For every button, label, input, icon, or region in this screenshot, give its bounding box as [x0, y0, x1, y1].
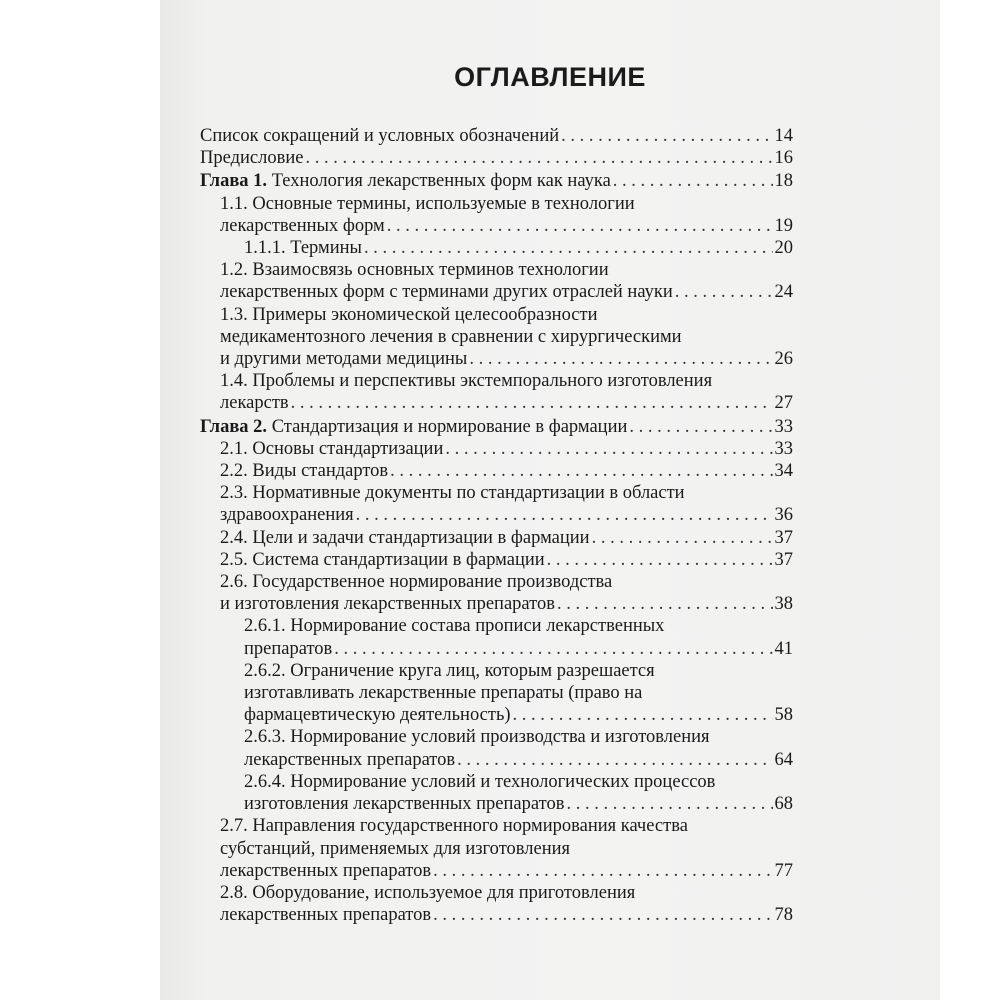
toc-entry-text [244, 749, 455, 771]
toc-entry [200, 237, 793, 259]
toc-entry-last-line [200, 416, 793, 438]
toc-entry-title: 2.2. Виды стандартов [220, 461, 389, 482]
toc-entry-title: и другими методами медицины [220, 349, 468, 370]
toc-entry [200, 527, 793, 549]
chapter-label: Глава 1. [200, 171, 268, 192]
leader-dots [387, 215, 773, 237]
page-number: 41 [774, 638, 793, 659]
page-number: 37 [774, 527, 793, 548]
leader-dots [613, 170, 773, 192]
toc-entry-text [220, 438, 443, 460]
toc-entry-title: Технология лекарственных форм как наука [267, 171, 611, 192]
leader-dots [305, 147, 772, 169]
toc-entry-text [220, 460, 388, 482]
toc-entry [200, 170, 793, 192]
toc-entry-title: лекарственных форм с терминами других отраслей науки [220, 282, 673, 303]
toc-entry-last-line [244, 793, 793, 815]
toc-entry-line: 1.1. Основные термины, используемые в технологии [220, 193, 635, 214]
toc-entry-last-line [220, 593, 793, 615]
toc-entry-text [244, 793, 564, 815]
page-title: ОГЛАВЛЕНИЕ [454, 62, 646, 92]
toc-entry-title: и изготовления лекарственных препаратов [220, 594, 555, 615]
toc-entry-line: 2.8. Оборудование, используемое для приготовления [220, 882, 636, 903]
page-number: 37 [774, 549, 793, 570]
toc-entry-line: 2.6.2. Ограничение круга лиц, которым разрешается [244, 660, 655, 681]
toc-entry-last-line [244, 704, 793, 726]
page-number: 64 [774, 749, 793, 770]
toc-entry-text [220, 527, 590, 549]
page-number: 33 [774, 416, 793, 437]
page-number: 33 [774, 438, 793, 459]
toc-entry-line: 2.6. Государственное нормирование производства [220, 572, 613, 593]
leader-dots [390, 460, 772, 482]
toc-entry [200, 815, 793, 882]
toc-entry-text [200, 125, 559, 147]
toc-entry [200, 304, 793, 371]
toc-entry-title: здравоохранения [220, 505, 354, 526]
toc-entry-text [220, 504, 354, 526]
page-number: 78 [774, 905, 793, 926]
toc-entry [200, 482, 793, 526]
toc-entry [200, 147, 793, 169]
toc-entry-title: Стандартизация и нормирование в фармации [267, 416, 628, 437]
toc-entry-text [220, 593, 555, 615]
toc-entry-last-line [220, 504, 793, 526]
leader-dots [675, 281, 773, 303]
toc-entry [200, 125, 793, 147]
page-number: 34 [774, 461, 793, 482]
leader-dots [557, 593, 773, 615]
toc-entry-title: лекарственных препаратов [220, 860, 432, 881]
toc-entry-text [244, 638, 332, 660]
page-number: 77 [774, 860, 793, 881]
toc-entry-text [220, 348, 467, 370]
page-number: 58 [774, 705, 793, 726]
toc-entry-last-line [220, 392, 793, 414]
toc-entry [200, 193, 793, 237]
toc-entry-text [200, 170, 611, 192]
leader-dots [547, 549, 773, 571]
toc-entry-last-line [220, 860, 793, 882]
toc-entry-title: 1.1.1. Термины [244, 238, 362, 259]
toc-entry-title: Список сокращений и условных обозначений [200, 126, 560, 146]
page-number: 16 [774, 148, 793, 169]
toc-entry-line: 2.6.1. Нормирование состава прописи лекарственных [244, 616, 665, 637]
leader-dots [469, 348, 772, 370]
toc-entry-text [220, 281, 673, 303]
toc-entry-title: 2.4. Цели и задачи стандартизации в фармации [220, 527, 590, 548]
toc-entry-text [220, 860, 431, 882]
toc-entry-last-line [220, 904, 793, 926]
toc-entry [200, 259, 793, 303]
leader-dots [445, 438, 772, 460]
toc-entry-last-line [220, 460, 793, 482]
toc-entry [200, 660, 793, 727]
toc-entry-title: препаратов [244, 638, 333, 659]
chapter-label: Глава 2. [200, 416, 268, 437]
toc-entry-title: лекарственных препаратов [220, 905, 432, 926]
page-number: 20 [774, 238, 793, 259]
toc-entry-last-line [220, 215, 793, 237]
toc-entry-line: 1.4. Проблемы и перспективы экстемпорального изготовления [220, 371, 713, 392]
leader-dots [291, 392, 773, 414]
leader-dots [561, 125, 772, 147]
toc-entry-title: 2.5. Система стандартизации в фармации [220, 549, 545, 570]
toc-entry [200, 416, 793, 438]
page-number: 19 [774, 215, 793, 236]
toc-entry-line: медикаментозного лечения в сравнении с хирургическими [220, 326, 682, 347]
toc-entry [200, 460, 793, 482]
toc-entry-line: 2.6.3. Нормирование условий производства и изготовления [244, 727, 710, 748]
toc-entry-line: 1.3. Примеры экономической целесообразности [220, 304, 598, 325]
toc-entry-title: фармацевтическую деятельность) [244, 705, 511, 726]
toc-entry-line: 2.6.4. Нормирование условий и технологических процессов [244, 771, 716, 792]
toc-entry-last-line [200, 147, 793, 169]
toc-entry-line: субстанций, применяемых для изготовления [220, 838, 571, 859]
page-number: 27 [774, 393, 793, 414]
toc-entry-last-line [220, 438, 793, 460]
toc-entry-last-line [244, 638, 793, 660]
page-number: 18 [774, 171, 793, 192]
toc-entry [200, 615, 793, 659]
toc-entry-text [244, 237, 362, 259]
page-number: 24 [774, 282, 793, 303]
toc-entry [200, 549, 793, 571]
toc-entry [200, 370, 793, 414]
toc-entry [200, 726, 793, 770]
toc-entry-last-line [244, 237, 793, 259]
toc-entry-last-line [200, 125, 793, 147]
toc-entry-title: 2.1. Основы стандартизации [220, 438, 444, 459]
leader-dots [566, 793, 772, 815]
toc-entry-last-line [220, 348, 793, 370]
toc-entry-last-line [220, 549, 793, 571]
toc-entry [200, 882, 793, 926]
toc-entry-text [220, 549, 545, 571]
toc-entry-title: изготовления лекарственных препаратов [244, 794, 565, 815]
leader-dots [513, 704, 773, 726]
table-of-contents [200, 125, 793, 926]
toc-entry-last-line [200, 170, 793, 192]
toc-entry-title: лекарств [220, 393, 289, 414]
leader-dots [356, 504, 773, 526]
page-number: 38 [774, 594, 793, 615]
toc-entry-text [220, 904, 431, 926]
toc-entry-title: лекарственных форм [220, 215, 385, 236]
toc-entry [200, 571, 793, 615]
page-number: 14 [774, 126, 793, 146]
leader-dots [433, 860, 772, 882]
toc-entry-line: 2.7. Направления государственного нормирования качества [220, 816, 688, 837]
leader-dots [457, 749, 772, 771]
toc-entry [200, 438, 793, 460]
toc-entry-last-line [220, 281, 793, 303]
toc-entry-line: изготавливать лекарственные препараты (право на [244, 683, 643, 704]
toc-entry-title: Предисловие [200, 148, 304, 169]
page-number: 36 [774, 505, 793, 526]
toc-entry-text [200, 147, 303, 169]
toc-entry-text [220, 392, 289, 414]
toc-entry-line: 1.2. Взаимосвязь основных терминов технологии [220, 260, 609, 281]
leader-dots [629, 416, 772, 438]
toc-entry [200, 771, 793, 815]
leader-dots [364, 237, 773, 259]
page-number: 26 [774, 349, 793, 370]
toc-entry-text [220, 215, 385, 237]
page-number: 68 [774, 794, 793, 815]
toc-entry-last-line [244, 749, 793, 771]
toc-entry-text [200, 416, 627, 438]
leader-dots [433, 904, 772, 926]
toc-entry-last-line [220, 527, 793, 549]
toc-entry-text [244, 704, 511, 726]
leader-dots [334, 638, 772, 660]
leader-dots [592, 527, 773, 549]
toc-entry-title: лекарственных препаратов [244, 749, 456, 770]
toc-entry-line: 2.3. Нормативные документы по стандартизации в области [220, 483, 685, 504]
